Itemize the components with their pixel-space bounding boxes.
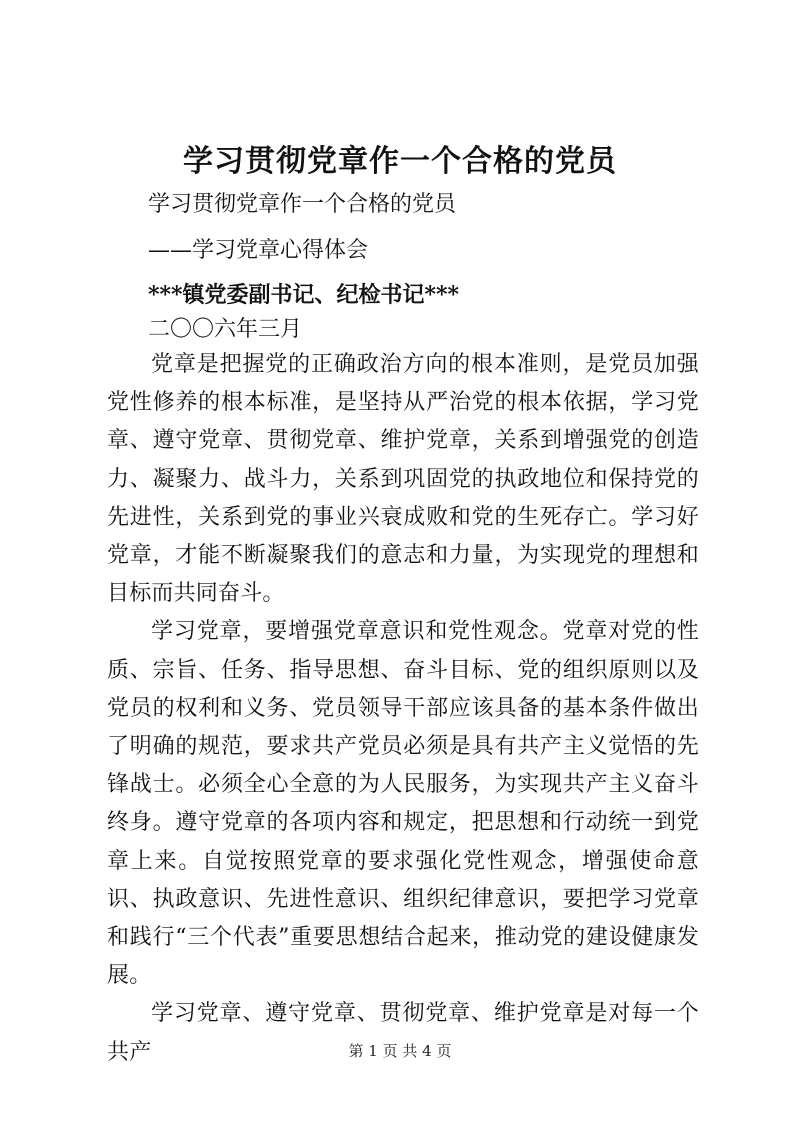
body-paragraph: 学习党章，要增强党章意识和党性观念。党章对党的性质、宗旨、任务、指导思想、奋斗目标、党的组织原则以及党员的权利和义务、党员领导干部应该具备的基本条件做出了明确的规范，要求共产党员必须是具有共产主义觉悟的先锋战士。必须全心全意的为人民服务，为实现共产主义奋斗终身。遵守党章的各项内容和规定，把思想和行动统一到党章上来。自觉按照党章的要求强化党性观念，增强使命意识、执政意识、先进性意识、组织纪律意识，要把学习党章和践行“三个代表”重要思想结合起来，推动党的建设健康发展。	[107, 619, 699, 989]
document-date: 二〇〇六年三月	[148, 317, 303, 342]
document-subheading: ——学习党章心得体会	[148, 238, 369, 263]
body-paragraph: 党章是把握党的正确政治方向的根本准则，是党员加强党性修养的根本标准，是坚持从严治党的根本依据，学习党章、遵守党章、贯彻党章、维护党章，关系到增强党的创造力、凝聚力、战斗力，关系到巩固党的执政地位和保持党的先进性，关系到党的事业兴衰成败和党的生死存亡。学习好党章，才能不断凝聚我们的意志和力量，为实现党的理想和目标而共同奋斗。	[107, 352, 699, 607]
page-indicator: 第 1 页 共 4 页	[348, 1042, 452, 1060]
document-title: 学习贯彻党章作一个合格的党员	[183, 144, 617, 179]
document-body	[107, 346, 699, 1072]
document-subtitle: 学习贯彻党章作一个合格的党员	[148, 192, 457, 217]
body-paragraph: 学习党章、遵守党章、贯彻党章、维护党章是对每一个共产	[107, 1001, 699, 1065]
document-author: ***镇党委副书记、纪检书记***	[148, 282, 460, 308]
